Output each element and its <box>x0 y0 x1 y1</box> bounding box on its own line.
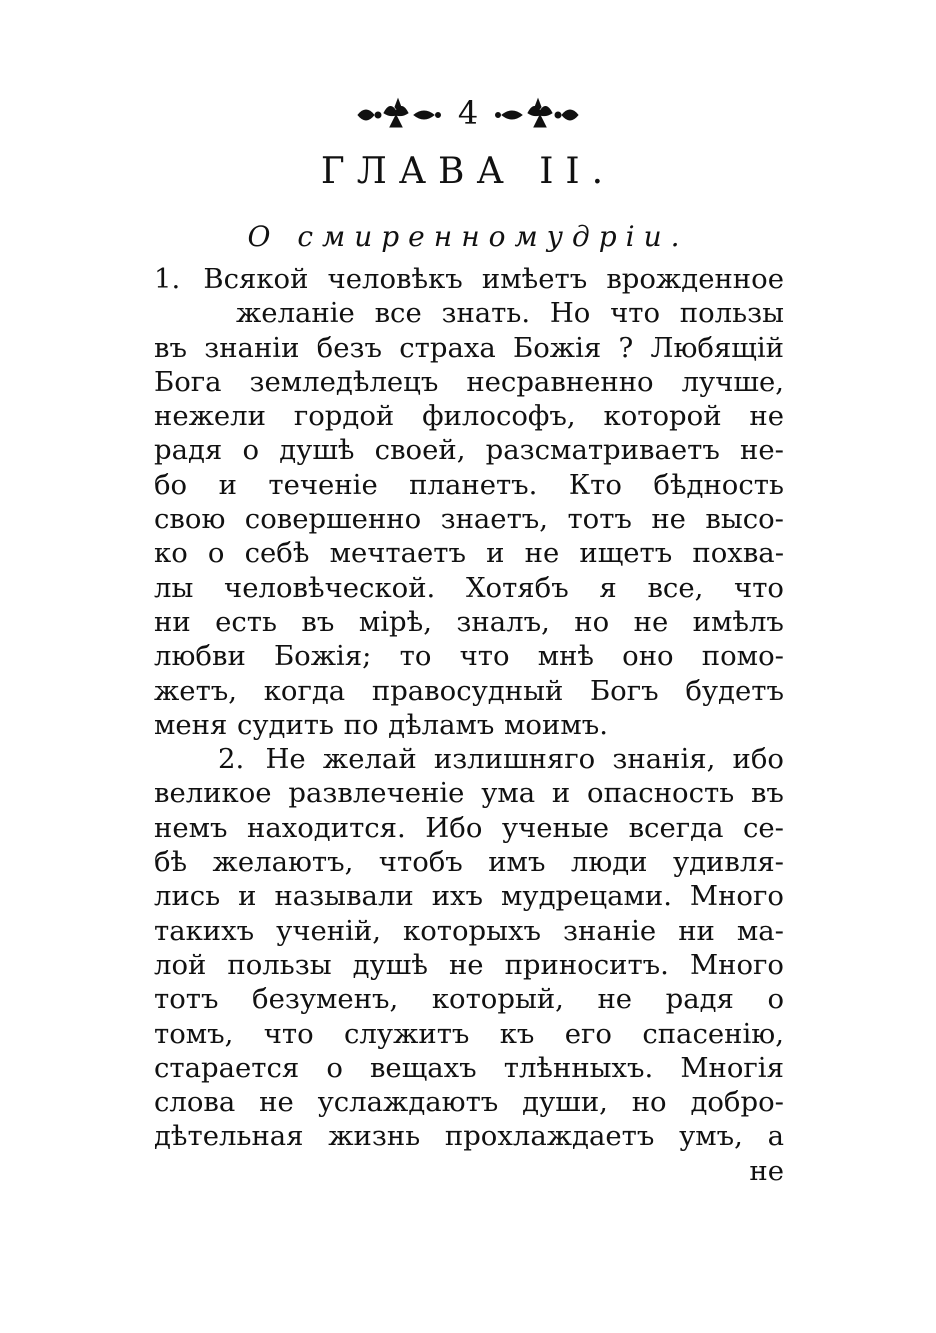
text-line <box>154 536 784 570</box>
word: ученые <box>501 811 610 844</box>
word: не <box>597 983 633 1016</box>
text-line <box>154 502 784 536</box>
word: нежели <box>154 400 266 433</box>
word: которыхъ <box>403 914 542 947</box>
word: имъ <box>488 846 546 879</box>
text-line <box>154 982 784 1016</box>
word: ма- <box>736 914 784 947</box>
word: желаютъ, <box>212 846 354 879</box>
word: что <box>263 1017 314 1050</box>
word: жизнь <box>328 1120 421 1153</box>
word: Божія <box>513 331 602 364</box>
word: лучше, <box>681 365 784 398</box>
word: всегда <box>628 811 724 844</box>
word: себѣ <box>244 537 310 570</box>
word: врожденное <box>606 263 784 295</box>
text-line <box>154 1051 784 1085</box>
word: ибо <box>732 743 784 776</box>
word: Но <box>549 297 591 330</box>
word: ни <box>154 605 191 638</box>
word: я <box>599 571 617 604</box>
word: Много <box>689 948 784 981</box>
word: но <box>631 1086 667 1119</box>
word: о <box>207 537 225 570</box>
text-line <box>154 948 784 982</box>
word: знаніи <box>204 331 300 364</box>
text-line <box>154 776 784 810</box>
word: жетъ, <box>154 674 238 707</box>
word: все, <box>647 571 704 604</box>
word: къ <box>499 1017 535 1050</box>
word: не <box>524 537 560 570</box>
paragraph-number: 1. <box>154 263 181 295</box>
word: такихъ <box>154 914 255 947</box>
text-line <box>154 879 784 913</box>
word: не <box>651 503 686 536</box>
word: теченіе <box>268 468 378 501</box>
text-line <box>154 468 784 502</box>
word: человѣкъ <box>327 263 463 295</box>
word: знаніе <box>563 914 657 947</box>
text-line <box>154 1085 784 1119</box>
word: приноситъ. <box>504 948 669 981</box>
word: Не <box>265 743 306 776</box>
word: желаніе <box>236 297 355 330</box>
word: чтобъ <box>378 846 463 879</box>
word: похва- <box>692 537 784 570</box>
word: въ <box>301 605 335 638</box>
word: Любящій <box>650 331 784 364</box>
word: лись <box>154 880 221 913</box>
word: удивля- <box>672 846 784 879</box>
word: и <box>551 777 571 810</box>
word: Бога <box>154 365 222 398</box>
word: философъ, <box>422 400 576 433</box>
word: развлеченіе <box>288 777 465 810</box>
word: пользы <box>679 297 784 330</box>
page-number: 4 <box>457 94 479 132</box>
word: лой <box>154 948 207 981</box>
word: желай <box>322 743 417 776</box>
word: гордой <box>293 400 395 433</box>
word: называли <box>274 880 414 913</box>
text-line <box>154 1017 784 1051</box>
word: есть <box>215 605 277 638</box>
word: Божія; <box>273 640 372 673</box>
word: Хотябъ <box>465 571 569 604</box>
word: добро- <box>690 1086 784 1119</box>
word: бѣ <box>154 846 188 879</box>
word: бо <box>154 468 188 501</box>
word: Ибо <box>425 811 483 844</box>
word: немъ <box>154 811 228 844</box>
word: знаетъ, <box>440 503 549 536</box>
word: знанія, <box>612 743 716 776</box>
word: по <box>343 708 379 741</box>
text-line <box>154 433 784 467</box>
word: его <box>564 1017 612 1050</box>
word: радя <box>665 983 734 1016</box>
word: души, <box>522 1086 608 1119</box>
word: высо- <box>705 503 784 536</box>
chapter-title: ГЛАВА II. <box>320 151 616 192</box>
text-line <box>154 605 784 639</box>
running-header <box>0 88 936 138</box>
word: не <box>749 400 784 433</box>
word: имѣлъ <box>692 605 784 638</box>
word: въ <box>154 331 187 364</box>
text-line <box>154 708 784 742</box>
catchword: не <box>749 1154 784 1187</box>
word: а <box>767 1120 784 1153</box>
word: ума <box>481 777 536 810</box>
word: то <box>399 640 432 673</box>
word: правосудный <box>371 674 564 707</box>
word: мірѣ, <box>358 605 432 638</box>
word: страха <box>399 331 496 364</box>
word: излишняго <box>433 743 596 776</box>
text-line <box>154 742 784 776</box>
word: Богъ <box>589 674 659 707</box>
word: дѣтельная <box>154 1120 304 1153</box>
word: Много <box>689 880 784 913</box>
word: человѣческой. <box>224 571 436 604</box>
word: душѣ <box>279 434 355 467</box>
word: зналъ, <box>456 605 550 638</box>
text-line <box>154 571 784 605</box>
word: когда <box>263 674 346 707</box>
word: слова <box>154 1086 236 1119</box>
word: дѣламъ <box>388 708 495 741</box>
word: и <box>486 537 505 570</box>
word: ихъ <box>431 880 484 913</box>
word: се- <box>743 811 784 844</box>
word: которой <box>603 400 722 433</box>
word: пользы <box>227 948 332 981</box>
word: своей, <box>374 434 466 467</box>
word: прохлаждаетъ <box>444 1120 655 1153</box>
floral-ornament-icon <box>354 93 442 133</box>
text-line <box>154 399 784 433</box>
word: не <box>633 605 669 638</box>
word: услаждаютъ <box>317 1086 499 1119</box>
word: старается <box>154 1051 300 1084</box>
word: не <box>448 948 484 981</box>
word: разсматриваетъ <box>485 434 720 467</box>
body-text <box>154 262 784 1188</box>
word: радя <box>154 434 223 467</box>
word: лы <box>154 571 194 604</box>
text-line <box>154 1119 784 1153</box>
text-line <box>154 914 784 948</box>
word: меня <box>154 708 228 741</box>
word: моимъ. <box>504 708 608 741</box>
word: не <box>259 1086 294 1119</box>
word: великое <box>154 777 272 810</box>
word: Всякой <box>203 263 309 295</box>
word: тотъ <box>567 503 632 536</box>
word: ученій, <box>276 914 381 947</box>
word: судить <box>236 708 334 741</box>
word: имѣетъ <box>481 263 588 295</box>
word: несравненно <box>466 365 654 398</box>
word: о <box>326 1051 343 1084</box>
word: и <box>238 880 257 913</box>
word: планетъ. <box>409 468 538 501</box>
word: который, <box>431 983 564 1016</box>
word: о <box>767 983 784 1016</box>
word: о <box>242 434 260 467</box>
word: совершенно <box>244 503 422 536</box>
word: что <box>610 297 661 330</box>
word: оно <box>622 640 674 673</box>
word: служитъ <box>344 1017 470 1050</box>
word: знать. <box>441 297 531 330</box>
word: тотъ <box>154 983 219 1016</box>
word: опасность <box>587 777 735 810</box>
section-title: О смиренномудріи. <box>247 220 689 253</box>
text-line <box>154 639 784 673</box>
word: безуменъ, <box>252 983 399 1016</box>
word: ко <box>154 537 188 570</box>
word: и <box>218 468 237 501</box>
word: душѣ <box>352 948 428 981</box>
word: что <box>734 571 784 604</box>
word: мудрецами. <box>501 880 672 913</box>
text-line <box>154 296 784 330</box>
text-line <box>154 845 784 879</box>
word: вещахъ <box>369 1051 477 1084</box>
word: бѣдность <box>653 468 784 501</box>
word: ни <box>678 914 715 947</box>
word: ? <box>618 331 634 364</box>
word: любви <box>154 640 246 673</box>
word: Кто <box>568 468 622 501</box>
paragraph-number: 2. <box>218 743 245 776</box>
word: тлѣнныхъ. <box>503 1051 654 1084</box>
word: земледѣлецъ <box>249 365 439 398</box>
word: томъ, <box>154 1017 234 1050</box>
word: будетъ <box>685 674 784 707</box>
text-line <box>154 331 784 365</box>
word: свою <box>154 503 226 536</box>
word: безъ <box>316 331 382 364</box>
word: все <box>374 297 422 330</box>
word: не- <box>740 434 784 467</box>
word: что <box>459 640 510 673</box>
word: спасенію, <box>642 1017 784 1050</box>
word: ищетъ <box>579 537 673 570</box>
floral-ornament-icon <box>494 93 582 133</box>
text-line <box>154 365 784 399</box>
word: помо- <box>701 640 784 673</box>
word: находится. <box>247 811 406 844</box>
word: Многія <box>680 1051 784 1084</box>
text-line <box>154 811 784 845</box>
word: умъ, <box>679 1120 743 1153</box>
word: мечтаетъ <box>329 537 467 570</box>
text-line <box>154 674 784 708</box>
word: люди <box>570 846 648 879</box>
word: въ <box>750 777 784 810</box>
word: мнѣ <box>537 640 594 673</box>
word: но <box>574 605 610 638</box>
text-line <box>154 262 784 296</box>
